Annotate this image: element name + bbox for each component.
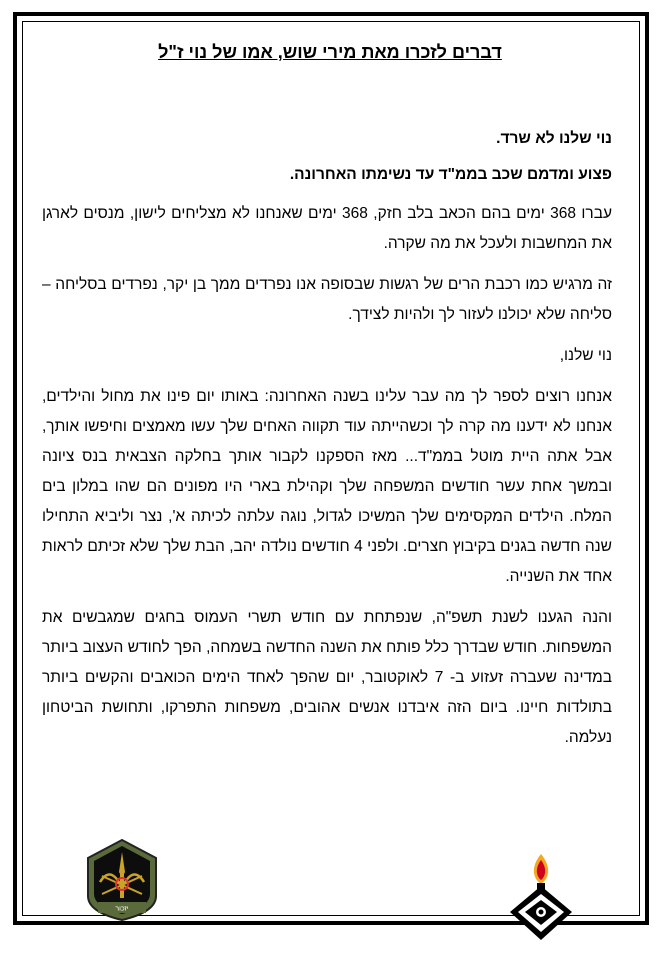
document-body: [42, 124, 612, 764]
paragraph: והנה הגענו לשנת תשפ"ה, שנפתחת עם חודש תשרי העמוס בחגים שמגבשים את המשפחות. חודש שבדרך כלל פותח את השנה החדשה בשמחה, הפך לחודש העצוב ביותר במדינה שעברה זעזוע ב- 7 לאוקטובר, יום שהפך לאחד הימים הכואבים והקשים ביותר בתולדות חיינו. ביום הזה איבדנו אנשים אהובים, משפחות התפרקו, ותחושת הביטחון נעלמה.: [42, 609, 612, 746]
paragraph-opening: נוי שלנו לא שרד.: [496, 130, 612, 147]
memorial-flame-emblem: [506, 850, 576, 947]
emblem-ribbon-text: יזכור: [115, 905, 129, 913]
paragraph-subheading: פצוע ומדמם שכב בממ"ד עד נשימתו האחרונה.: [289, 166, 612, 183]
paragraph: אנחנו רוצים לספר לך מה עבר עלינו בשנה האחרונה: באותו יום פינו את מחול והילדים, אנחנו לא ידענו מה קרה לך וכשהייתה עוד תקווה האחים שלך עשו מאמצים וחיפשו אותך, אבל אתה היית מוטל בממ"ד... מאז הספקנו לקבור אותך בחלקה הצבאית בנס ציונה ובמשך אחת עשר חודשים המשפחה שלך וקהילת בארי היו מפונים הם שהו במלון בים המלח. הילדים המקסימים שלך המשיכו לגדול, נוגה עלתה לכיתה א', נצר וליביא התחילו שנה חדשה בגנים בקיבוץ חצרים. ולפני 4 חודשים נולדה יהב, הבת שלך שלא זכיתם לראות אחד את השנייה.: [42, 388, 612, 585]
paragraph: זה מרגיש כמו רכבת הרים של רגשות שבסופה אנו נפרדים ממך בן יקר, נפרדים בסליחה – סליחה שלא יכולנו לעזור לך ולהיות לצידך.: [42, 276, 612, 323]
document-title: דברים לזכרו מאת מירי שוש, אמו של נוי ז"ל: [158, 42, 502, 62]
paragraph-greeting: נוי שלנו,: [559, 347, 612, 364]
memorial-unit-emblem: [82, 838, 162, 927]
paragraph: עברו 368 ימים בהם הכאב בלב חזק, 368 ימים שאנחנו לא מצליחים לישון, מנסים לארגן את המחשבות ולעכל את מה שקרה.: [42, 205, 612, 252]
